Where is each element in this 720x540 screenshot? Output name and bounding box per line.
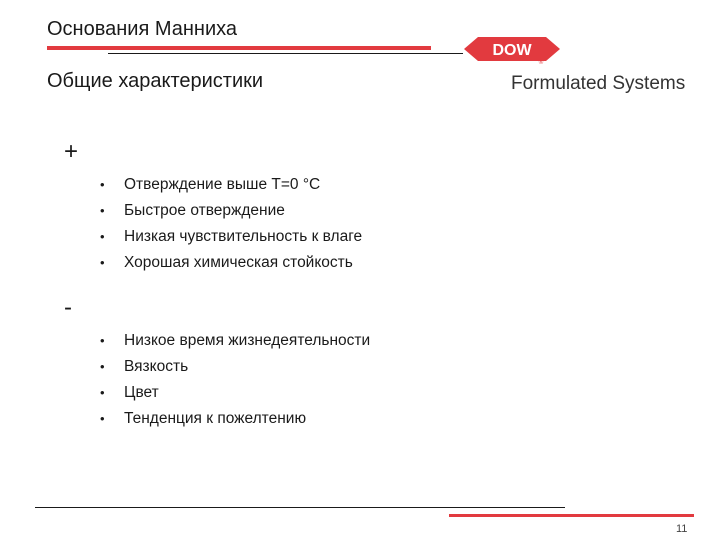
pros-item-text: Отверждение выше T=0 °C [124,176,321,193]
dow-logo-text: DOW [492,42,532,59]
list-item [100,380,370,406]
list-item [100,172,362,198]
footer-divider-red [449,514,694,517]
cons-item-text: Вязкость [124,358,189,375]
bullet-icon: • [100,229,105,244]
slide-subtitle: Общие характеристики [47,70,264,92]
page-number: 11 [676,523,688,535]
pros-marker: + [64,138,79,165]
bullet-icon: • [100,411,105,426]
cons-item-text: Цвет [124,384,159,401]
cons-list [100,328,370,432]
cons-marker: - [64,294,72,321]
cons-item-text: Низкое время жизнедеятельности [124,332,371,349]
bullet-icon: • [100,255,105,270]
list-item [100,328,370,354]
slide-title: Основания Манниха [47,18,238,40]
pros-item-text: Хорошая химическая стойкость [124,254,353,271]
pros-item-text: Быстрое отверждение [124,202,285,219]
list-item [100,406,370,432]
list-item [100,354,370,380]
bullet-icon: • [100,203,105,218]
company-name: Formulated Systems [511,73,686,94]
list-item [100,224,362,250]
registered-mark: ® [538,59,544,64]
bullet-icon: • [100,333,105,348]
title-underline-thin [108,53,463,54]
bullet-icon: • [100,385,105,400]
list-item [100,198,362,224]
cons-item-text: Тенденция к пожелтению [124,410,307,427]
bullet-icon: • [100,177,105,192]
bullet-icon: • [100,359,105,374]
dow-diamond-logo [460,34,564,64]
title-underline-red [47,46,431,50]
list-item [100,250,362,276]
pros-list [100,172,362,276]
footer-divider-thin [35,507,565,508]
pros-item-text: Низкая чувствительность к влаге [124,228,363,245]
